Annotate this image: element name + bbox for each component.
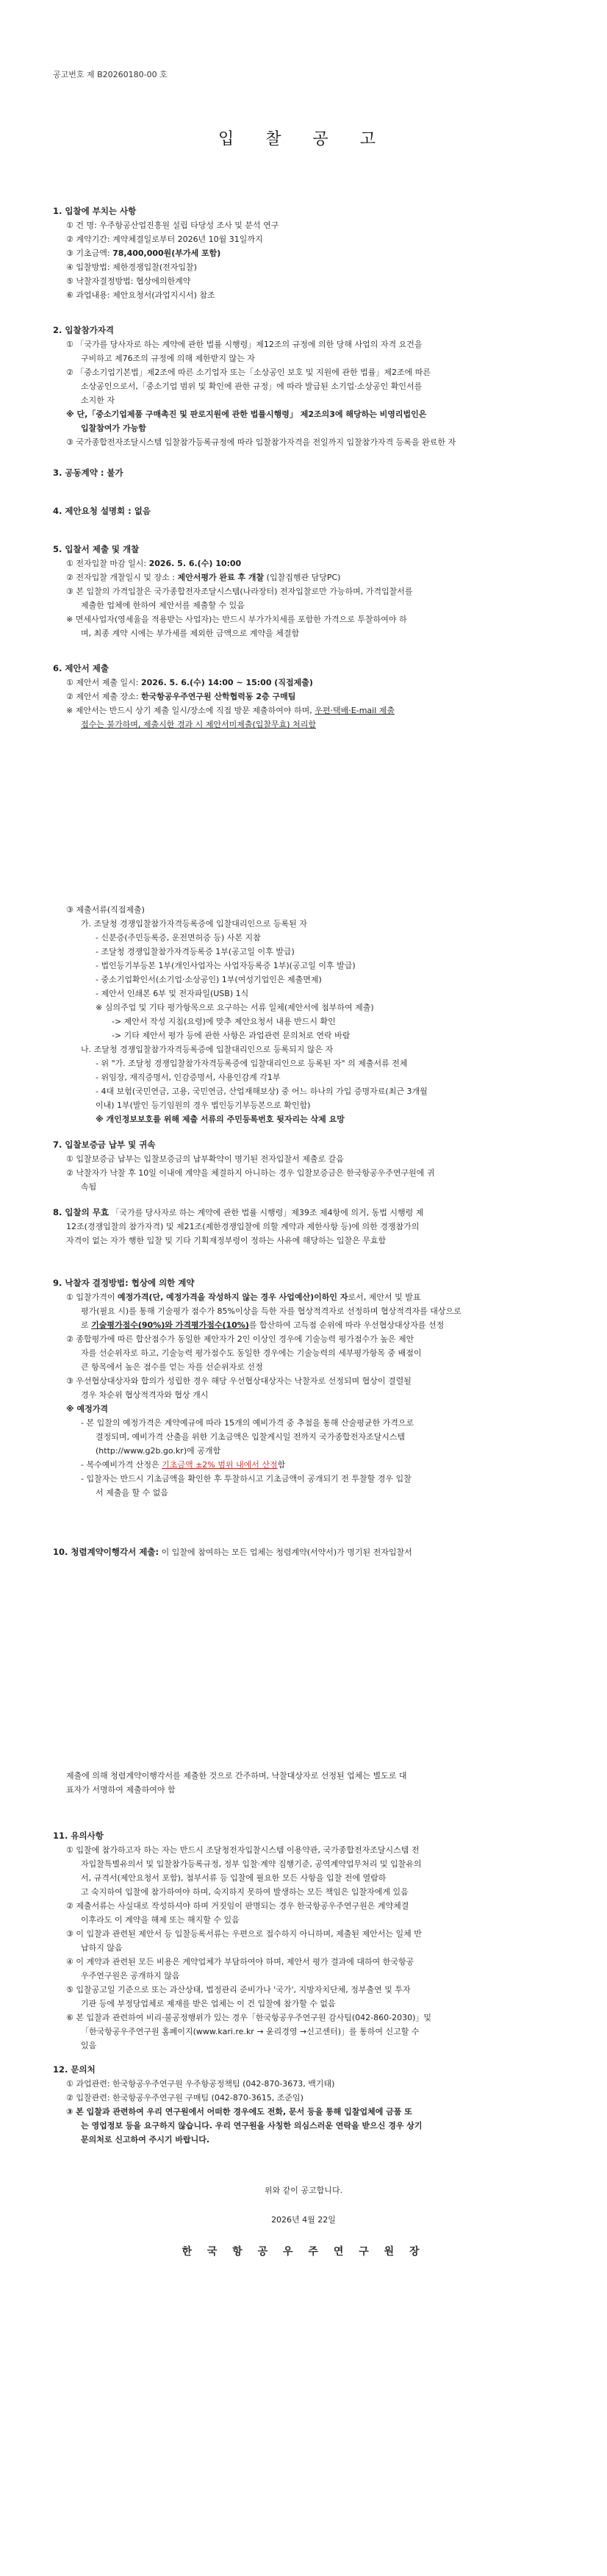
item-line: 경우 차순위 협상적격자와 협상 개시	[81, 1390, 209, 1400]
item-line: ① 입찰에 참가하고자 하는 자는 반드시 조달청전자입찰시스템 이용약관, 국가종합전자조달시스템 전	[66, 1845, 420, 1855]
item-line: - 4대 보험(국민연금, 고용, 국민연금, 산업재해보상) 중 어느 하나의 가입 증명자료(최근 3개월	[96, 1087, 428, 1096]
item-line: ② 계약기간: 계약체결일로부터 2026년 10월 31일까지	[66, 235, 263, 244]
item-line: - 제안서 인쇄본 6부 및 전자파일(USB) 1식	[96, 989, 249, 998]
section-heading: 7. 입찰보증금 납부 및 귀속	[53, 1139, 156, 1150]
item-line: 제출한 업체에 한하여 제안서를 제출할 수 있음	[81, 601, 245, 610]
item-line: ③ 본 입찰의 가격입찰은 국가종합전자조달시스템(나라장터) 전자입찰로만 가능하며, 가격입찰서를	[66, 587, 413, 596]
section-invalid-bid	[53, 1206, 560, 1248]
item-line: ② 제출서류는 사실대로 작성하셔야 하며 거짓임이 판명되는 경우 한국항공우주연구원은 계약체결	[66, 1901, 409, 1911]
item-line: 접수는 불가하며, 제출시한 경과 시 제안서미제출(입찰무효) 처리함	[81, 720, 316, 729]
item-line: 고 숙지하여 입찰에 참가하여야 하며, 숙지하지 못하여 발생하는 모든 책임은 입찰자에게 있음	[81, 1887, 409, 1897]
item-line: ① 제안서 제출 일시: 2026. 5. 6.(수) 14:00 ~ 15:00 (직접제출)	[66, 678, 313, 687]
item-line: - 위임장, 재직증명서, 인감증명서, 사용인감계 각1부	[96, 1073, 281, 1082]
item-line: - 입찰자는 반드시 기초금액을 확인한 후 투찰하시고 기초금액이 공개되기 전 투찰할 경우 입찰	[81, 1474, 412, 1484]
item-line: 「한국항공우주연구원 홈페이지(www.kari.re.kr → 윤리경영 →신고센터)」를 통하여 신고할 수	[81, 2027, 420, 2036]
item-line: 입찰참여가 가능함	[81, 423, 146, 433]
item-line: - 법인등기부등본 1부(개인사업자는 사업자등록증 1부)(공고일 이후 발급)	[96, 961, 356, 970]
item-line: 12조(경쟁입찰의 참가자격) 및 제21조(제한경쟁입찰에 의할 계약과 제한사항 등)에 의한 경쟁참가의	[66, 1222, 420, 1231]
item-line: ④ 이 계약과 관련된 모든 비용은 계약업체가 부담하여야 하며, 제안서 평가 결과에 대하여 한국항공	[66, 1957, 414, 1967]
item-line: 8. 입찰의 무효 「국가를 당사자로 하는 계약에 관한 법률 시행령」제39조 제4항에 의거, 동법 시행령 제	[53, 1207, 424, 1217]
page-title: 입 찰 공 고	[218, 130, 389, 149]
section-briefing	[53, 504, 560, 518]
section-precautions	[53, 1829, 560, 2053]
item-line: 이후라도 이 계약을 해제 또는 해지할 수 있음	[81, 1915, 240, 1925]
item-line: 기관 등에 부정당업체로 제재를 받은 업체는 이 건 입찰에 참가할 수 없음	[81, 1999, 336, 2008]
item-line: 평가(필요 시)를 통해 기술평가 점수가 85%이상을 득한 자를 협상적격자로 선정하며 협상적격자를 대상으로	[81, 1306, 461, 1316]
item-line: ⑥ 과업내용: 제안요청서(과업지시서) 참조	[66, 290, 215, 300]
item-line: 10. 청렴계약이행각서 제출: 이 입찰에 참여하는 모든 업체는 청렴계약(서약서)가 명기된 전자입찰서	[53, 1547, 412, 1557]
item-line: ③ 우선협상대상자와 합의가 성립한 경우 해당 우선협상대상자는 낙찰자로 선정되며 협상이 결렬될	[66, 1376, 412, 1386]
section-heading: 9. 낙찰자 결정방법: 협상에 의한 계약	[53, 1278, 195, 1288]
item-line: - 본 입찰의 예정가격은 계약예규에 따라 15개의 예비가격 중 추첨을 통해 산술평균한 가격으로	[81, 1418, 414, 1428]
item-line: - 신분증(주민등록증, 운전면허증 등) 사본 지참	[96, 933, 261, 942]
item-line: ※ 심의주업 및 기타 평가항목으로 요구하는 서류 일체(제안서에 첨부하여 제출)	[96, 1003, 374, 1012]
section-bid-items	[53, 204, 560, 302]
item-line: 는 영업정보 등을 요구하지 않습니다. 우리 연구원을 사칭한 의심스러운 연락을 받으신 경우 상기	[81, 2121, 423, 2130]
item-line: 자입찰특별유의서 및 입찰참가등록규정, 정부 입찰·계약 집행기준, 공역계약업무처리 및 입찰유의	[81, 1859, 422, 1869]
item-line: ※ 예정가격	[66, 1404, 109, 1414]
item-line: ⑤ 입찰공고일 기준으로 또는 과산상태, 법정관리 준비가나 '국가', 지방자치단체, 정부출연 및 투자	[66, 1985, 411, 1994]
section-heading: 3. 공동계약 : 불가	[53, 468, 123, 478]
section-contacts	[53, 2063, 560, 2147]
section-heading: 12. 문의처	[53, 2064, 96, 2075]
item-line: 구비하고 제76조의 규정에 의해 제한받지 않는 자	[81, 354, 255, 363]
item-line: ※ 개인정보보호를 위해 제출 서류의 주민등록번호 뒷자리는 삭제 요망	[96, 1115, 345, 1124]
item-line: 납하지 않음	[81, 1943, 123, 1953]
item-line: 자격이 없는 자가 행한 입찰 및 기타 기획재정부령이 정하는 사유에 해당하는 입찰은 무효함	[66, 1236, 387, 1245]
item-line: ② 입찰관련: 한국항공우주연구원 구매팀 (042-870-3615, 조준임)	[66, 2093, 304, 2103]
item-line: ③ 제출서류(직접제출)	[66, 905, 145, 915]
item-line: ② 종합평가에 따른 합산점수가 동일한 제안자가 2인 이상인 경우에 기술능력 평가점수가 높은 제안	[66, 1334, 414, 1344]
item-line: ① 「국가를 당사자로 하는 계약에 관한 법률 시행령」제12조의 규정에 의한 당해 사업의 자격 요건을	[66, 340, 423, 349]
item-line: 소지한 자	[81, 396, 115, 405]
item-line: 자를 선순위자로 하고, 기술능력 평가점수도 동일한 경우에는 기술능력의 세부평가항목 중 배점이	[81, 1348, 422, 1358]
section-heading: 2. 입찰참가자격	[53, 325, 115, 335]
item-line: ⑥ 본 입찰과 관련하여 비리·불공정행위가 있는 경우「한국항공우주연구원 감사팀(042-860-2030)」및	[66, 2013, 431, 2022]
section-heading: 11. 유의사항	[53, 1831, 104, 1841]
item-line: ② 전자입찰 개찰일시 및 장소 : 제안서평가 완료 후 개찰 (입찰집행관 담당PC)	[66, 573, 341, 582]
item-line: 나. 조달청 경쟁입찰참가자격등록증에 입찰대리인으로 등록되지 않은 자	[81, 1045, 334, 1054]
issuer-name: 한 국 항 공 우 주 연 구 원 장	[182, 2246, 425, 2258]
item-line: (http://www.g2b.go.kr)에 공개함	[96, 1446, 221, 1456]
section-proposal-submission	[53, 662, 560, 731]
item-line: -> 기타 제안서 평가 등에 관한 사항은 과업관련 문의처로 연락 바람	[112, 1031, 351, 1040]
item-line: - 위 "가. 조달청 경쟁입찰참가자격등록증에 입찰대리인으로 등록된 자" 의 제출서류 전체	[96, 1059, 408, 1068]
item-line: -> 제안서 작성 지침(요령)에 맞추 제안요청서 내용 반드시 확인	[112, 1017, 336, 1026]
item-line: ① 전자입찰 마감 일시: 2026. 5. 6.(수) 10:00	[66, 559, 242, 568]
item-line: 가. 조달청 경쟁입찰참가자격등록증에 입찰대리인으로 등록된 자	[81, 919, 307, 929]
item-line: 서 제출을 할 수 없음	[96, 1488, 168, 1498]
notice-number: 공고번호 제 B20260180-00 호	[53, 70, 168, 79]
item-line: 표자가 서명하여 제출하여야 함	[66, 1785, 176, 1795]
item-line: 결정되며, 예비가격 산출을 위한 기초금액은 입찰게시일 전까지 국가종합전자조달시스템	[96, 1432, 406, 1442]
item-line: ① 건 명: 우주항공산업진흥원 설립 타당성 조사 및 분석 연구	[66, 221, 279, 230]
item-line: 며, 최종 계약 시에는 부가세를 제외한 금액으로 계약을 체결함	[81, 629, 300, 638]
section-heading: 1. 입찰에 부치는 사항	[53, 206, 137, 216]
item-line: ※ 단,「중소기업제품 구매촉진 및 판로지원에 관한 법률시행령」 제2조의3에 해당하는 비영리법인은	[66, 409, 427, 419]
item-line: ③ 본 입찰과 관련하여 우리 연구원에서 어떠한 경우에도 전화, 문서 등을 통해 입찰업체에 금품 또	[66, 2107, 412, 2117]
section-eligibility	[53, 323, 560, 449]
section-heading: 6. 제안서 제출	[53, 663, 109, 673]
item-line: 있음	[81, 2041, 97, 2050]
item-line: 큰 항목에서 높은 점수를 얻는 자를 선순위자로 선정	[81, 1362, 263, 1372]
item-line: 속됨	[81, 1182, 97, 1192]
section-joint-contract	[53, 466, 560, 480]
item-line: - 중소기업확인서(소기업·소상공인) 1부(여성기업인은 제출면제)	[96, 975, 322, 984]
item-line: 소상공인으로서,「중소기업 범위 및 확인에 관한 규정」에 따라 발급된 소기업·소상공인 확인서를	[81, 382, 423, 391]
section-documents	[53, 903, 560, 1126]
section-integrity-pledge	[53, 1545, 560, 1559]
item-line: ② 낙찰자가 낙찰 후 10일 이내에 계약을 체결하지 아니하는 경우 입찰보증금은 한국항공우주연구원에 귀	[66, 1168, 435, 1178]
closing-text: 위와 같이 공고합니다.	[264, 2186, 343, 2195]
notice-date: 2026년 4월 22일	[271, 2215, 336, 2225]
item-line: ① 과업관련: 한국항공우주연구원 우주항공정책팀 (042-870-3673, 백기태)	[66, 2079, 335, 2089]
item-line: - 조달청 경쟁입찰참가자격등록증 1부(공고일 이후 발급)	[96, 947, 295, 956]
item-line: 우주연구원은 공개하지 않음	[81, 1971, 180, 1981]
item-line: ① 입찰가격이 예정가격(단, 예정가격을 작성하지 않는 경우 사업예산)이하인 자로서, 제안서 및 발표	[66, 1292, 421, 1302]
item-line: ③ 국가종합전자조달시스템 입찰참가등록규정에 따라 입찰참가자격을 전일까지 입찰참가자격 등록을 완료한 자	[66, 437, 456, 447]
section-integrity-pledge-cont	[53, 1769, 560, 1797]
item-line: 로 기술평가점수(90%)와 가격평가점수(10%)를 합산하여 고득점 순위에 따라 우선협상대상자를 선정	[81, 1320, 445, 1330]
section-bid-bond	[53, 1138, 560, 1194]
item-line: 제출에 의해 청렴계약이행각서를 제출한 것으로 간주하며, 낙찰대상자로 선정된 업체는 별도로 대	[66, 1771, 407, 1781]
item-line: ② 제안서 제출 장소: 한국항공우주연구원 산학협력동 2층 구매팀	[66, 692, 296, 701]
item-line: ③ 이 입찰과 관련된 제안서 등 입찰등록서류는 우편으로 접수하지 아니하며, 제출된 제안서는 일체 반	[66, 1929, 422, 1939]
item-line: 서, 규격서(제안요청서 포함), 첨부서류 등 입찰에 필요한 모든 사항을 입찰 전에 열람하	[81, 1873, 387, 1883]
section-award-method	[53, 1276, 560, 1500]
item-line: - 복수예비가격 산정은 기초금액 ±2% 범위 내에서 산정함	[81, 1460, 286, 1470]
section-heading: 4. 제안요청 설명회 : 없음	[53, 506, 151, 516]
item-line: ③ 기초금액: 78,400,000원(부가세 포함)	[66, 248, 221, 258]
item-line: ② 「중소기업기본법」제2조에 따른 소기업자 또는「소상공인 보호 및 지원에 관한 법률」제2조에 따른	[66, 368, 431, 377]
item-line: ④ 입찰방법: 제한경쟁입찰(전자입찰)	[66, 262, 197, 272]
item-line: 문의처로 신고하여 주시기 바랍니다.	[81, 2135, 210, 2144]
item-line: ※ 제안서는 반드시 상기 제출 일시/장소에 직접 방문 제출하여야 하며, 우편·택배·E-mail 제출	[66, 706, 395, 715]
section-bid-submission	[53, 543, 560, 640]
item-line: ⑤ 낙찰자결정방법: 협상에의한계약	[66, 276, 191, 286]
section-heading: 5. 입찰서 제출 및 개찰	[53, 544, 140, 554]
item-line: ① 입찰보증금 납부는 입찰보증금의 납부확약이 명기된 전자입찰서 제출로 갈음	[66, 1154, 344, 1164]
item-line: 이내) 1부(발인 등기임원의 경우 법인등기부등본으로 확인함)	[96, 1101, 311, 1110]
item-line: ※ 면세사업자(영세율을 적용받는 사업자)는 반드시 부가가치세를 포함한 가격으로 투찰하여야 하	[66, 615, 407, 624]
